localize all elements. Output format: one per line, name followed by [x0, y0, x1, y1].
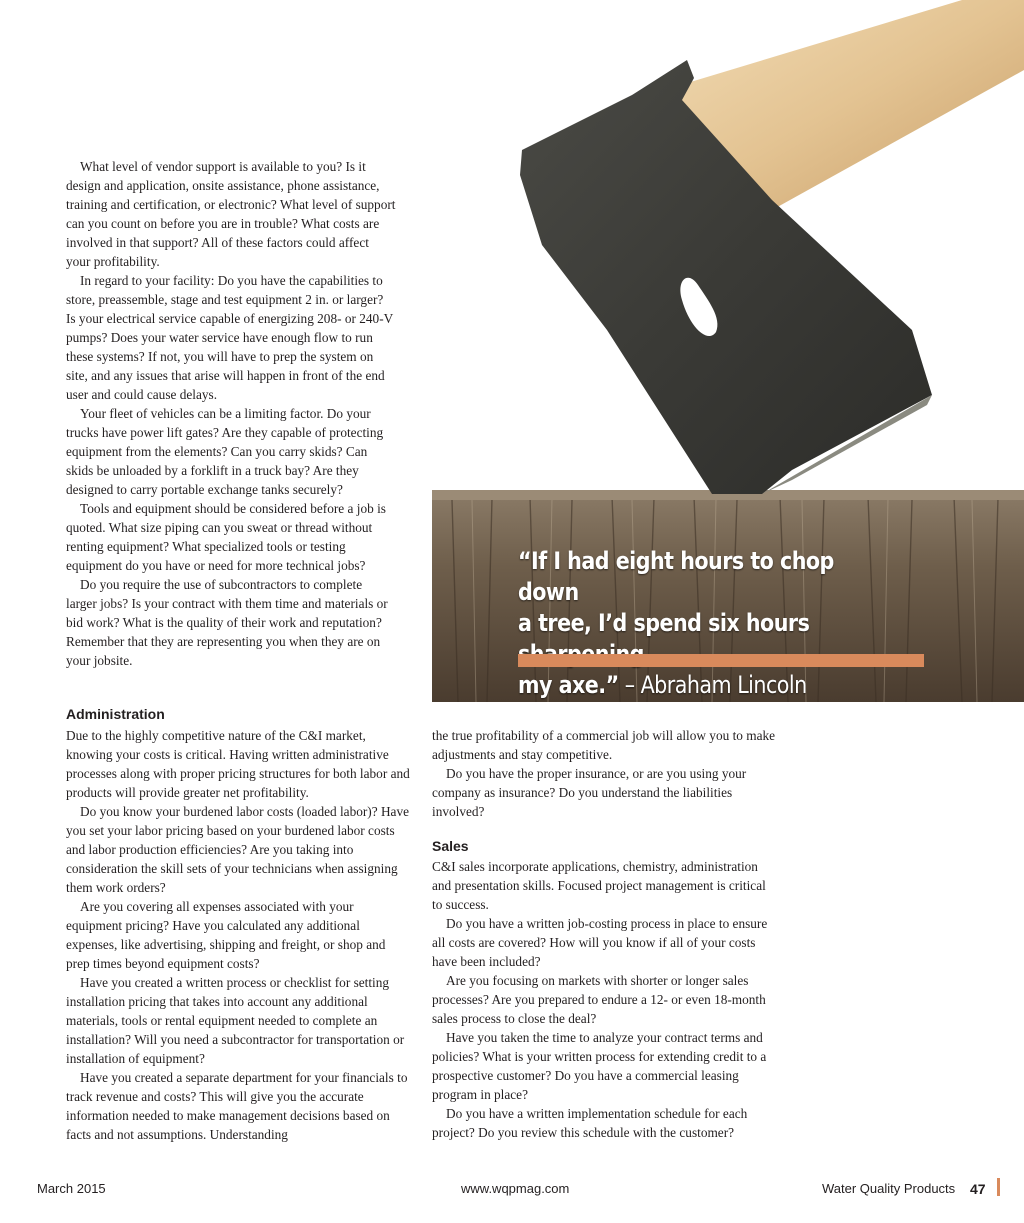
right-column	[432, 726, 777, 1142]
paragraph: Have you created a written process or checklist for setting installation pricing that takes into account any additional materials, tools or rental equipment needed to complete an installation? Will you need a subcontractor for transportation or installation of equipment?	[66, 975, 405, 1066]
paragraph: the true profitability of a commercial job will allow you to make adjustments and stay competitive.	[432, 728, 776, 762]
paragraph: Are you covering all expenses associated with your equipment pricing? Have you calculated any additional expenses, like advertising, shipping and freight, or shop and prep times beyond equipment costs?	[66, 899, 386, 971]
quote-line-3-text: my axe.”	[518, 671, 619, 699]
quote-line-1: “If I had eight hours to chop down	[518, 547, 834, 606]
quote-accent-bar	[518, 654, 924, 667]
paragraph: Do you have a written implementation schedule for each project? Do you review this schedule with the customer?	[432, 1106, 748, 1140]
paragraph: In regard to your facility: Do you have the capabilities to store, preassemble, stage and test equipment 2 in. or larger? Is your electrical service capable of energizing 208- or 240-V pumps? Does your water service have enough flow to run these systems? If not, you will have to prep the system on site, and any issues that arise will happen in front of the end user and could cause delays.	[66, 273, 393, 402]
paragraph: Do you require the use of subcontractors to complete larger jobs? Is your contract with them time and materials or bid work? What is the quality of their work and reputation? Remember that they are representing you when they are on your jobsite.	[66, 577, 388, 668]
footer-date: March 2015	[37, 1181, 106, 1196]
paragraph: Do you have a written job-costing process in place to ensure all costs are covered? How will you know if all of your costs have been included?	[432, 916, 768, 969]
footer-accent-bar	[997, 1178, 1000, 1196]
quote-line-2: a tree, I’d spend six hours	[518, 609, 810, 637]
article-column-top	[66, 157, 396, 670]
footer-magazine-name: Water Quality Products	[822, 1181, 956, 1196]
pull-quote	[518, 546, 879, 701]
quote-attribution: – Abraham Lincoln	[618, 671, 807, 699]
quote-line-3	[518, 670, 879, 701]
page-number: 47	[970, 1181, 986, 1197]
paragraph: C&I sales incorporate applications, chemistry, administration and presentation skills. Focused project management is critical to success.	[432, 859, 766, 912]
paragraph: Do you know your burdened labor costs (loaded labor)? Have you set your labor pricing based on your burdened labor costs and labor production efficiencies? Are you taking into consideration the skill sets of your technicians when assigning them work orders?	[66, 804, 410, 895]
paragraph: Have you taken the time to analyze your contract terms and policies? What is your written process for extending credit to a prospective customer? Do you have a commercial leasing program in place?	[432, 1030, 767, 1102]
administration-heading: Administration	[66, 706, 165, 722]
paragraph: Due to the highly competitive nature of the C&I market, knowing your costs is critical. Having written administrative processes along with proper pricing structures for both labor and products will provide greater net profitability.	[66, 728, 410, 800]
administration-column	[66, 726, 411, 1144]
paragraph: What level of vendor support is available to you? Is it design and application, onsite assistance, phone assistance, training and certification, or electronic? What level of support can you count on before you are in trouble? What costs are involved in that support? All of these factors could affect your profitability.	[66, 159, 396, 269]
footer-url[interactable]: www.wqpmag.com	[461, 1181, 570, 1196]
sales-heading: Sales	[432, 838, 469, 854]
paragraph: Are you focusing on markets with shorter or longer sales processes? Are you prepared to endure a 12- or even 18-month sales process to close the deal?	[432, 973, 766, 1026]
paragraph: Your fleet of vehicles can be a limiting factor. Do your trucks have power lift gates? Are they capable of protecting equipment from the elements? Can you carry skids? Can skids be unloaded by a forklift in a truck bay? Are they designed to carry portable exchange tanks securely?	[66, 406, 384, 497]
paragraph: Have you created a separate department for your financials to track revenue and costs? This will give you the accurate information needed to make management decisions based on facts and not assumptions. Understanding	[66, 1070, 408, 1142]
paragraph: Do you have the proper insurance, or are you using your company as insurance? Do you understand the liabilities involved?	[432, 766, 747, 819]
paragraph: Tools and equipment should be considered before a job is quoted. What size piping can you sweat or thread without renting equipment? What specialized tools or testing equipment do you have or need for more technical jobs?	[66, 501, 386, 573]
